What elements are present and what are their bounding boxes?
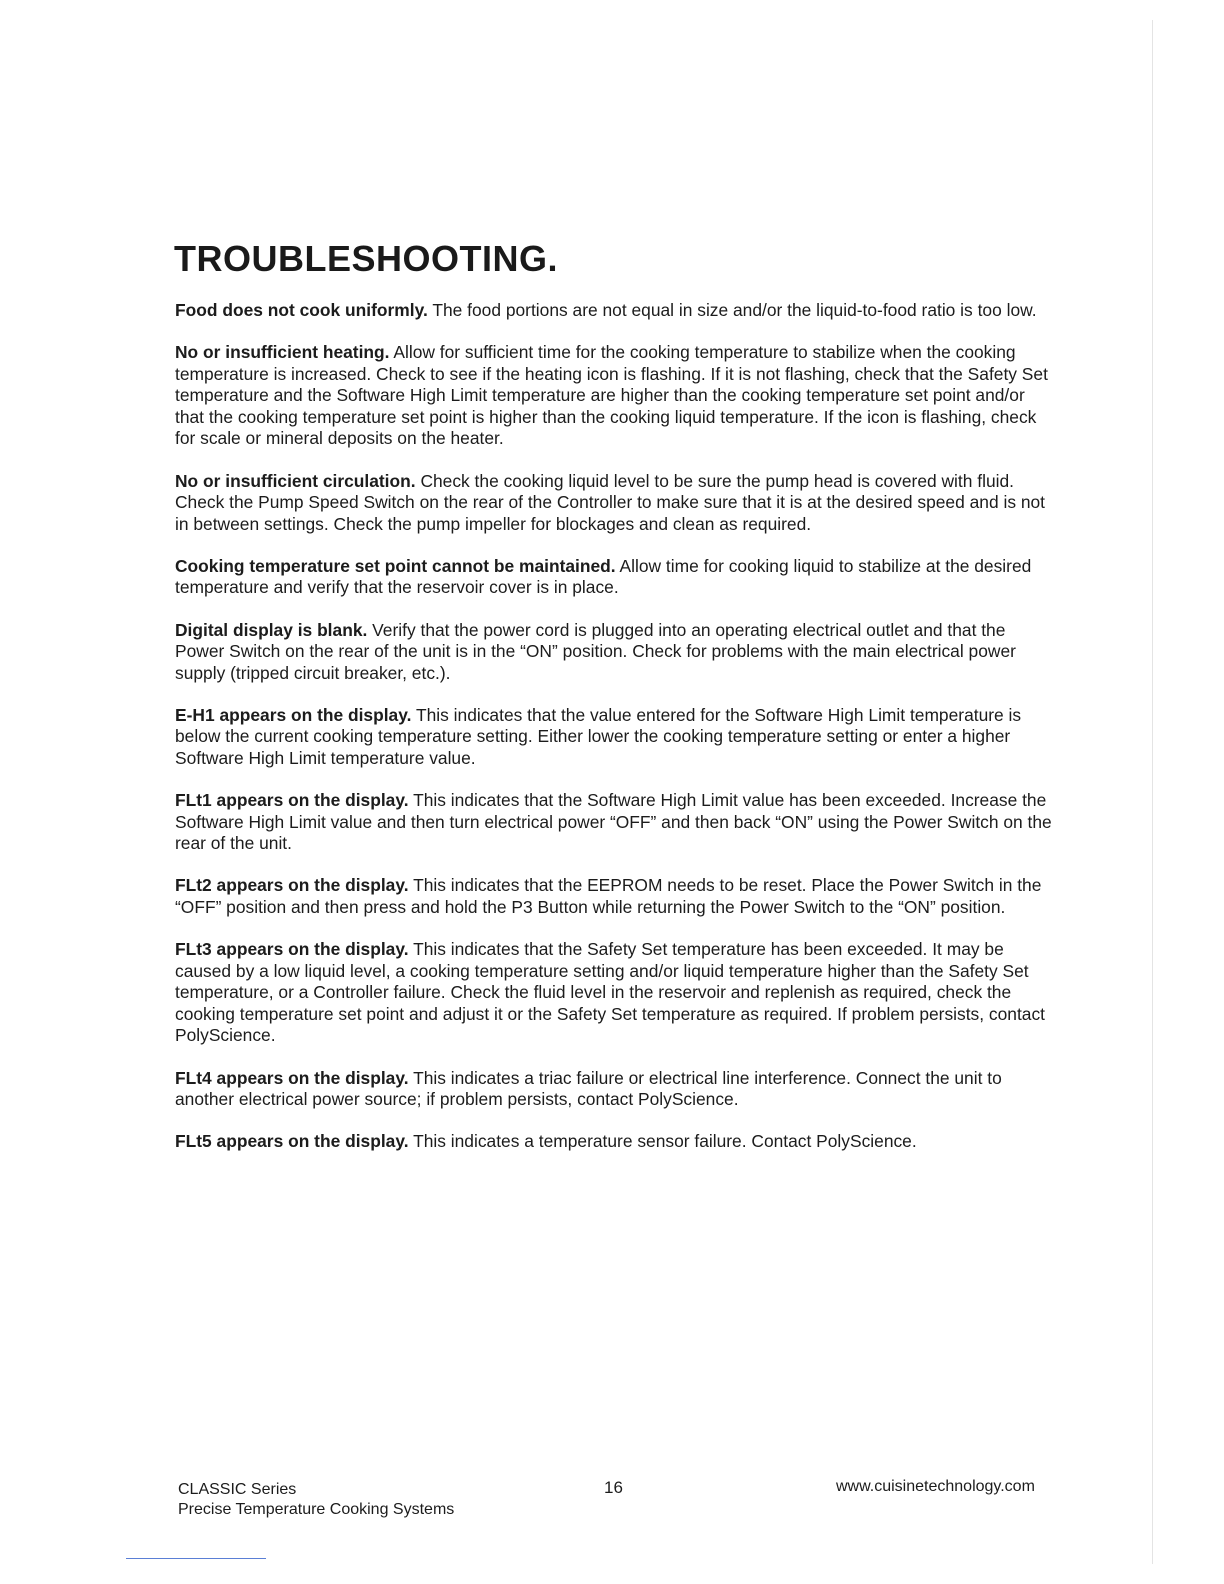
entry-heading: FLt3 appears on the display. bbox=[175, 939, 409, 960]
entry-heading: FLt5 appears on the display. bbox=[175, 1131, 409, 1152]
entry-heading: Cooking temperature set point cannot be maintained. bbox=[175, 555, 616, 576]
entry-text: The food portions are not equal in size and/or the liquid-to-food ratio is too low. bbox=[432, 300, 1037, 320]
entry-text: Verify that the power cord is plugged into an operating electrical outlet and that the Power Switch on the rear of the unit is in the “ON” position. Check for problems with the main electrical power supply (tripped circuit breaker, etc.). bbox=[175, 619, 1016, 683]
entry-text: Check the cooking liquid level to be sure the pump head is covered with fluid. Check the Pump Speed Switch on the rear of the Controller to make sure that it is at the desired speed and is not in between settings. Check the pump impeller for blockages and clean as required. bbox=[175, 470, 1046, 534]
entry-heading: FLt4 appears on the display. bbox=[175, 1067, 409, 1088]
entry-display-blank bbox=[175, 620, 1055, 685]
page-edge-line bbox=[1152, 20, 1153, 1564]
footer-series: CLASSIC Series bbox=[178, 1481, 297, 1498]
entry-text: This indicates a triac failure or electrical line interference. Connect the unit to another electrical power source; if problem persists, contact PolyScience. bbox=[175, 1067, 1002, 1110]
entry-insufficient-circulation bbox=[175, 471, 1055, 536]
entry-heading: No or insufficient heating. bbox=[175, 342, 390, 363]
entry-heading: FLt2 appears on the display. bbox=[175, 875, 409, 896]
entry-text: This indicates a temperature sensor failure. Contact PolyScience. bbox=[413, 1131, 917, 1152]
entry-heading: E-H1 appears on the display. bbox=[175, 704, 412, 725]
entry-text: This indicates that the value entered for the Software High Limit temperature is below the current cooking temperature setting. Either lower the cooking temperature setting or enter a higher Software High Limit temperature value. bbox=[175, 704, 1022, 768]
entry-insufficient-heating bbox=[175, 342, 1055, 450]
entry-heading: FLt1 appears on the display. bbox=[175, 790, 409, 811]
entry-text: Allow time for cooking liquid to stabilize at the desired temperature and verify that the reservoir cover is in place. bbox=[175, 555, 1032, 598]
entry-heading: No or insufficient circulation. bbox=[175, 470, 416, 491]
entry-text: This indicates that the Safety Set temperature has been exceeded. It may be caused by a low liquid level, a cooking temperature setting and/or liquid temperature higher than the Safety Set temperature, or a Controller failure. Check the fluid level in the reservoir and replenish as required, check the cooking temperature set point and adjust it or the Safety Set temperature as required. If problem persists, contact PolyScience. bbox=[175, 939, 1045, 1046]
entry-flt4 bbox=[175, 1068, 1055, 1111]
troubleshooting-list bbox=[175, 300, 1055, 1173]
entry-flt2 bbox=[175, 875, 1055, 918]
footer-product-info bbox=[178, 1480, 454, 1520]
bottom-rule bbox=[126, 1558, 266, 1559]
entry-heading: Food does not cook uniformly. bbox=[175, 300, 428, 320]
entry-text: This indicates that the Software High Limit value has been exceeded. Increase the Software High Limit value and then turn electrical power “OFF” and then back “ON” using the Power Switch on the rear of the unit. bbox=[175, 790, 1052, 854]
entry-text: This indicates that the EEPROM needs to be reset. Place the Power Switch in the “OFF” position and then press and hold the P3 Button while returning the Power Switch to the “ON” position. bbox=[175, 875, 1042, 917]
entry-flt3 bbox=[175, 939, 1055, 1047]
page-title: TROUBLESHOOTING. bbox=[174, 238, 558, 279]
entry-text: Allow for sufficient time for the cooking temperature to stabilize when the cooking temperature is increased. Check to see if the heating icon is flashing. If it is not flashing, check that the Safety Set temperature and the Software High Limit temperature are higher than the cooking temperature set point and/or that the cooking temperature set point is higher than the cooking liquid temperature. If the icon is flashing, check for scale or mineral deposits on the heater. bbox=[175, 342, 1048, 449]
entry-food-uniformity bbox=[175, 300, 1055, 322]
footer-subtitle: Precise Temperature Cooking Systems bbox=[178, 1501, 455, 1518]
entry-heading: Digital display is blank. bbox=[175, 619, 368, 640]
entry-flt5 bbox=[175, 1131, 1055, 1153]
footer-website: www.cuisinetechnology.com bbox=[836, 1478, 1035, 1495]
page-number: 16 bbox=[604, 1478, 623, 1497]
entry-set-point-not-maintained bbox=[175, 556, 1055, 599]
entry-e-h1 bbox=[175, 705, 1055, 770]
entry-flt1 bbox=[175, 790, 1055, 855]
